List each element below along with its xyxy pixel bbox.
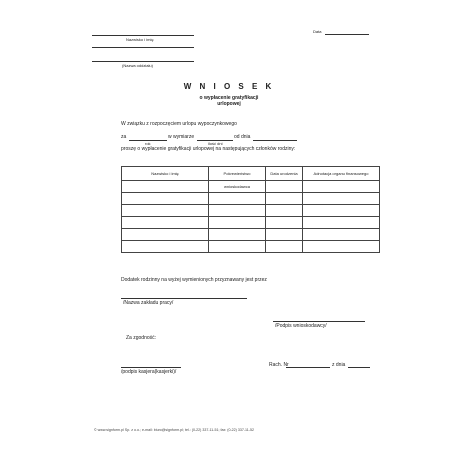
table-cell[interactable] bbox=[303, 241, 380, 253]
table-cell[interactable] bbox=[122, 217, 209, 229]
table-cell[interactable] bbox=[266, 229, 303, 241]
account-number-field[interactable] bbox=[286, 367, 330, 368]
department-field[interactable] bbox=[92, 61, 194, 62]
form-subtitle-line2: urlopowej bbox=[217, 101, 241, 107]
table-cell[interactable] bbox=[122, 229, 209, 241]
table-cell[interactable] bbox=[266, 193, 303, 205]
form-subtitle-line1: o wypłacenie gratyfikacji bbox=[199, 95, 259, 101]
table-cell[interactable] bbox=[209, 241, 266, 253]
family-allowance-text: Dodatek rodzinny na wyżej wymienionych przyznawany jest przez bbox=[121, 277, 267, 283]
table-cell[interactable] bbox=[266, 241, 303, 253]
table-row bbox=[122, 181, 380, 193]
table-cell[interactable] bbox=[122, 205, 209, 217]
request-text: proszę o wypłacenie gratyfikacji urlopowej na następujących członków rodziny: bbox=[121, 146, 296, 152]
za-label: za bbox=[121, 134, 127, 140]
table-row bbox=[122, 229, 380, 241]
applicant-signature-caption: /Podpis wnioskodawcy/ bbox=[275, 323, 327, 329]
family-members-table bbox=[121, 166, 380, 253]
form-title: W N I O S E K bbox=[183, 82, 275, 91]
table-cell[interactable] bbox=[209, 217, 266, 229]
account-label: Rach. Nr bbox=[269, 362, 289, 368]
cashier-signature-caption: /podpis kasjera(kasjerki)/ bbox=[121, 369, 177, 375]
column-header-relationship: Pokrewieństwo bbox=[209, 167, 266, 181]
intro-text: W związku z rozpoczęciem urlopu wypoczynkowego bbox=[121, 121, 237, 127]
table-cell[interactable] bbox=[209, 229, 266, 241]
table-cell[interactable] bbox=[303, 217, 380, 229]
rok-caption: rok bbox=[145, 141, 151, 146]
table-cell[interactable] bbox=[303, 229, 380, 241]
od-dnia-label: od dnia bbox=[234, 134, 251, 140]
table-cell[interactable] bbox=[122, 193, 209, 205]
approval-label: Za zgodność: bbox=[126, 335, 157, 341]
table-cell[interactable] bbox=[266, 217, 303, 229]
date-field[interactable] bbox=[325, 34, 369, 35]
table-row bbox=[122, 241, 380, 253]
w-wymiarze-label: w wymiarze bbox=[168, 134, 195, 140]
publisher-info: © www.signform.pl Sp. z o.o.; e-mail: biuro@signform.pl; tel.: (0-22) 337-11-51; fax: (0-22) 337-11-52 bbox=[94, 428, 254, 432]
department-caption: (Nazwa oddziału) bbox=[122, 63, 153, 68]
workplace-caption: /Nazwa zakładu pracy/ bbox=[123, 300, 174, 306]
account-date-field[interactable] bbox=[348, 367, 370, 368]
table-cell[interactable] bbox=[209, 193, 266, 205]
table-cell[interactable] bbox=[303, 181, 380, 193]
z-dnia-label: z dnia bbox=[332, 362, 346, 368]
applicant-signature-field[interactable] bbox=[273, 321, 365, 322]
ilosc-dni-caption: ilość dni bbox=[208, 141, 223, 146]
form-page bbox=[70, 12, 388, 442]
table-cell[interactable] bbox=[266, 205, 303, 217]
name-field[interactable] bbox=[92, 35, 194, 36]
column-header-finance-note: Adnotacja organu finansowego bbox=[303, 167, 380, 181]
column-header-birth-date: Data urodzenia bbox=[266, 167, 303, 181]
column-header-name: Nazwisko i imię bbox=[122, 167, 209, 181]
table-cell[interactable] bbox=[303, 205, 380, 217]
table-cell[interactable]: wnioskodawca bbox=[209, 181, 266, 193]
table-row bbox=[122, 217, 380, 229]
table-cell[interactable] bbox=[122, 181, 209, 193]
table-header-row bbox=[122, 167, 380, 181]
table-cell[interactable] bbox=[303, 193, 380, 205]
date-label: Data bbox=[313, 29, 322, 34]
table-cell[interactable] bbox=[266, 181, 303, 193]
table-row bbox=[122, 193, 380, 205]
start-date-field[interactable] bbox=[253, 140, 297, 141]
name-caption: Nazwisko i imię bbox=[126, 37, 154, 42]
table-cell[interactable] bbox=[209, 205, 266, 217]
name-field-2[interactable] bbox=[92, 47, 194, 48]
workplace-field[interactable] bbox=[121, 298, 247, 299]
cashier-signature-field[interactable] bbox=[121, 367, 181, 368]
table-cell[interactable] bbox=[122, 241, 209, 253]
table-row bbox=[122, 205, 380, 217]
